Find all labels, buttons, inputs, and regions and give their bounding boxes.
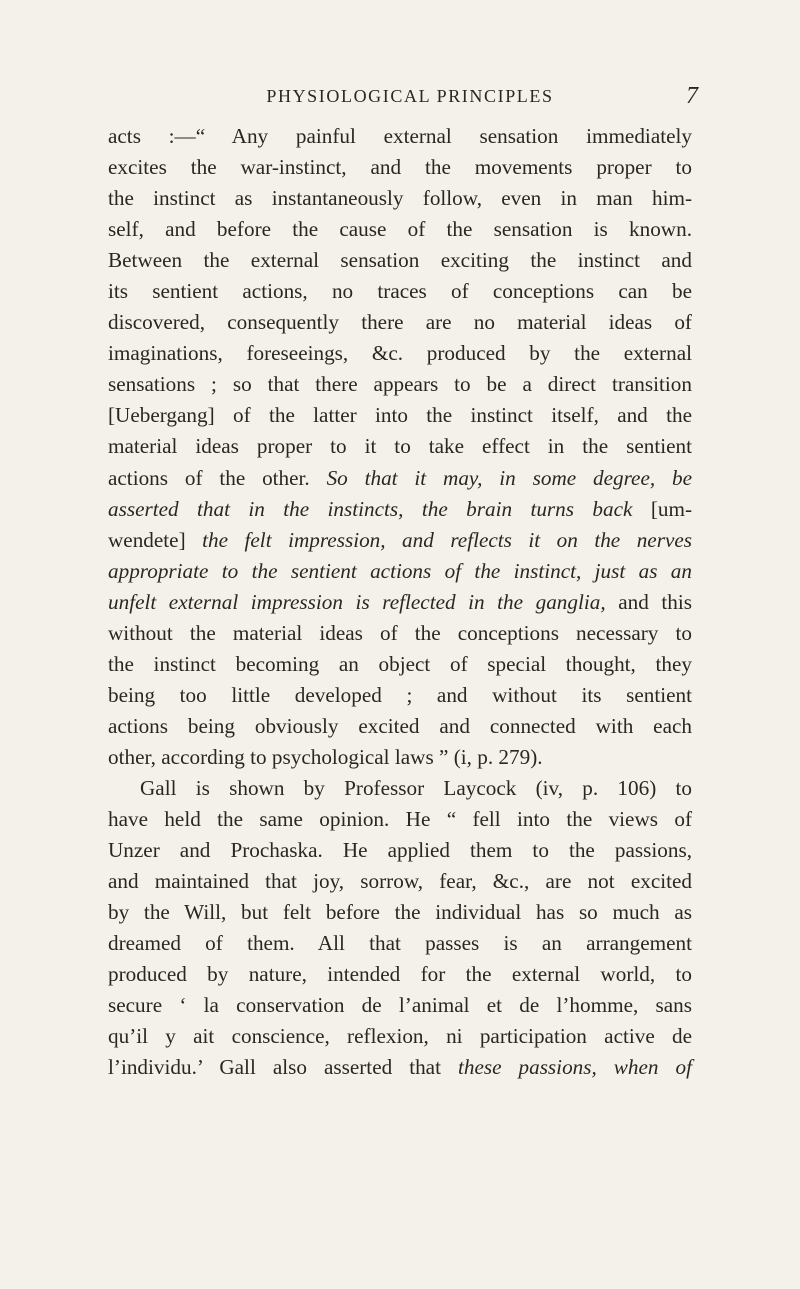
text-run: have held the same opinion. He “ fell into the views of [108, 807, 692, 832]
text-run: and this [605, 589, 692, 614]
text-run: imaginations, foreseeings, &c. produced by the external [108, 341, 692, 366]
text-run: sensations ; so that there appears to be a direct transition [108, 372, 692, 397]
text-run: [um- [632, 496, 693, 521]
body-text [108, 121, 692, 1083]
text-run: Gall is shown by Professor Laycock (iv, p. 106) to [140, 775, 692, 800]
text-run: without the material ideas of the conceptions necessary to [108, 620, 692, 645]
text-run: the instinct becoming an object of special thought, they [108, 651, 692, 676]
text-run: the instinct as instantaneously follow, even in man him- [108, 186, 692, 211]
text-run: qu’il y ait conscience, reflexion, ni participation active de [108, 1024, 692, 1049]
text-run: being too little developed ; and without its sentient [108, 682, 692, 707]
italic-run: asserted that in the instincts, the brain turns back [108, 496, 633, 521]
text-run: by the Will, but felt before the individual has so much as [108, 900, 692, 925]
text-run: wendete] [108, 527, 203, 552]
text-run: produced by nature, intended for the external world, to [108, 962, 692, 987]
italic-run: unfelt external impression is reflected in the ganglia, [108, 589, 606, 614]
italic-run: appropriate to the sentient actions of the instinct, just as an [108, 558, 692, 583]
text-run: discovered, consequently there are no material ideas of [108, 310, 692, 335]
text-run: material ideas proper to it to take effect in the sentient [108, 434, 692, 459]
text-run: Between the external sensation exciting the instinct and [108, 248, 692, 273]
text-run: acts :—“ Any painful external sensation immediately [108, 124, 692, 148]
text-run: [Uebergang] of the latter into the instinct itself, and the [108, 403, 692, 428]
text-run: excites the war-instinct, and the movements proper to [108, 155, 692, 180]
text-run: dreamed of them. All that passes is an arrangement [108, 931, 692, 956]
italic-run: these passions, when of [457, 1055, 692, 1080]
page-number: 7 [686, 83, 698, 109]
italic-run: the felt impression, and reflects it on the nerves [202, 527, 692, 552]
text-run: its sentient actions, no traces of conceptions can be [108, 279, 692, 304]
text-run: other, according to psychological laws ” (i, p. 279). [108, 744, 543, 769]
text-run: Unzer and Prochaska. He applied them to the passions, [108, 838, 692, 863]
text-run: actions of the other. [108, 465, 327, 490]
running-header: PHYSIOLOGICAL PRINCIPLES [266, 86, 554, 106]
text-run: secure ‘ la conservation de l’animal et de l’homme, sans [108, 993, 692, 1018]
text-run: and maintained that joy, sorrow, fear, &c., are not excited [108, 869, 692, 894]
text-run: l’individu.’ Gall also asserted that [108, 1055, 458, 1080]
italic-run: So that it may, in some degree, be [326, 465, 692, 490]
text-run: self, and before the cause of the sensation is known. [108, 217, 692, 242]
text-run: actions being obviously excited and connected with each [108, 713, 692, 738]
